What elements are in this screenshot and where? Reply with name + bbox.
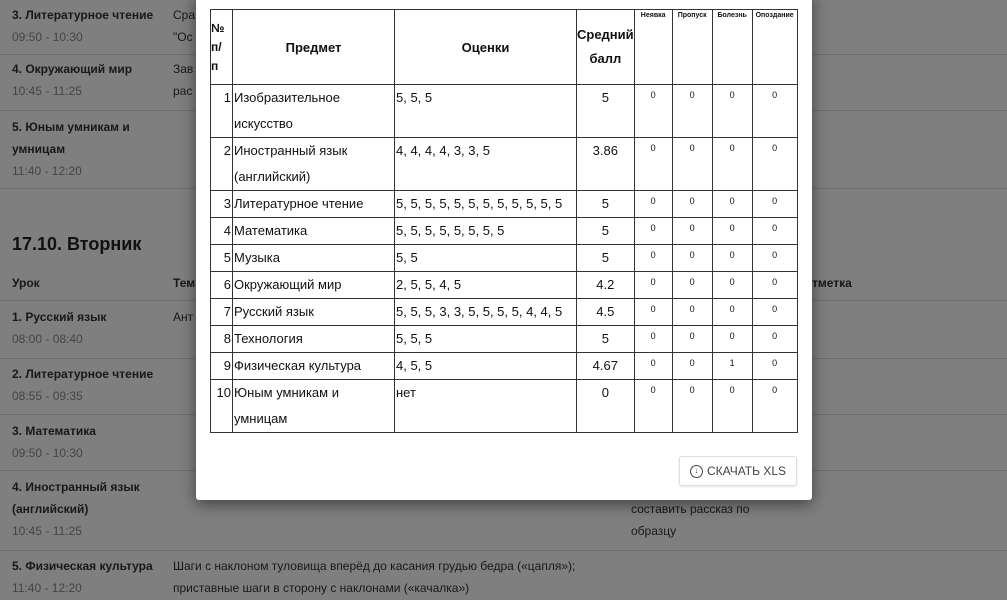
cell-late: 0 — [752, 191, 797, 218]
cell-skip: 0 — [672, 326, 712, 353]
cell-absent: 0 — [634, 326, 672, 353]
cell-num: 10 — [211, 380, 233, 433]
table-row — [211, 138, 798, 191]
cell-absent: 0 — [634, 380, 672, 433]
cell-num: 4 — [211, 218, 233, 245]
cell-avg: 4.2 — [577, 272, 635, 299]
cell-subject: Физическая культура — [233, 353, 395, 380]
cell-grades: 5, 5, 5, 5, 5, 5, 5, 5 — [395, 218, 577, 245]
cell-subject: Литературное чтение — [233, 191, 395, 218]
cell-grades: 4, 4, 4, 4, 3, 3, 5 — [395, 138, 577, 191]
cell-subject: Музыка — [233, 245, 395, 272]
download-icon: ↓ — [690, 465, 703, 478]
cell-avg: 5 — [577, 85, 635, 138]
cell-ill: 0 — [712, 272, 752, 299]
cell-subject: Математика — [233, 218, 395, 245]
col-num: № п/ п — [211, 10, 233, 85]
cell-grades: нет — [395, 380, 577, 433]
table-row — [211, 326, 798, 353]
cell-ill: 0 — [712, 191, 752, 218]
cell-absent: 0 — [634, 272, 672, 299]
cell-late: 0 — [752, 353, 797, 380]
cell-grades: 2, 5, 5, 4, 5 — [395, 272, 577, 299]
cell-subject: Технология — [233, 326, 395, 353]
cell-absent: 0 — [634, 85, 672, 138]
cell-grades: 5, 5, 5, 5, 5, 5, 5, 5, 5, 5, 5, 5 — [395, 191, 577, 218]
cell-num: 3 — [211, 191, 233, 218]
cell-avg: 4.67 — [577, 353, 635, 380]
cell-grades: 5, 5 — [395, 245, 577, 272]
table-row — [211, 218, 798, 245]
cell-avg: 0 — [577, 380, 635, 433]
grades-table — [210, 9, 798, 433]
cell-ill: 0 — [712, 218, 752, 245]
cell-avg: 3.86 — [577, 138, 635, 191]
cell-subject: Русский язык — [233, 299, 395, 326]
cell-avg: 4.5 — [577, 299, 635, 326]
cell-skip: 0 — [672, 138, 712, 191]
cell-late: 0 — [752, 272, 797, 299]
cell-skip: 0 — [672, 299, 712, 326]
cell-subject: Юным умникам и умницам — [233, 380, 395, 433]
download-xls-button[interactable]: ↓ СКАЧАТЬ XLS — [679, 456, 797, 486]
col-ill: Болезнь — [712, 10, 752, 85]
cell-grades: 5, 5, 5 — [395, 85, 577, 138]
cell-num: 5 — [211, 245, 233, 272]
cell-absent: 0 — [634, 191, 672, 218]
cell-skip: 0 — [672, 380, 712, 433]
cell-late: 0 — [752, 218, 797, 245]
cell-late: 0 — [752, 380, 797, 433]
cell-avg: 5 — [577, 326, 635, 353]
cell-late: 0 — [752, 85, 797, 138]
cell-num: 1 — [211, 85, 233, 138]
table-row — [211, 380, 798, 433]
cell-absent: 0 — [634, 353, 672, 380]
cell-grades: 4, 5, 5 — [395, 353, 577, 380]
cell-absent: 0 — [634, 245, 672, 272]
cell-num: 7 — [211, 299, 233, 326]
table-row — [211, 353, 798, 380]
cell-ill: 1 — [712, 353, 752, 380]
cell-late: 0 — [752, 245, 797, 272]
cell-num: 8 — [211, 326, 233, 353]
cell-ill: 0 — [712, 85, 752, 138]
cell-late: 0 — [752, 299, 797, 326]
cell-ill: 0 — [712, 299, 752, 326]
cell-ill: 0 — [712, 245, 752, 272]
cell-skip: 0 — [672, 245, 712, 272]
cell-avg: 5 — [577, 245, 635, 272]
table-row — [211, 272, 798, 299]
cell-skip: 0 — [672, 272, 712, 299]
cell-num: 2 — [211, 138, 233, 191]
cell-skip: 0 — [672, 353, 712, 380]
cell-skip: 0 — [672, 85, 712, 138]
grades-report-modal — [196, 0, 812, 500]
cell-grades: 5, 5, 5 — [395, 326, 577, 353]
cell-skip: 0 — [672, 191, 712, 218]
table-row — [211, 299, 798, 326]
col-grades: Оценки — [395, 10, 577, 85]
table-row — [211, 85, 798, 138]
cell-subject: Окружающий мир — [233, 272, 395, 299]
col-late: Опоздание — [752, 10, 797, 85]
cell-num: 9 — [211, 353, 233, 380]
cell-late: 0 — [752, 326, 797, 353]
cell-num: 6 — [211, 272, 233, 299]
col-avg: Средний балл — [577, 10, 635, 85]
cell-ill: 0 — [712, 326, 752, 353]
cell-subject: Изобразительное искусство — [233, 85, 395, 138]
cell-ill: 0 — [712, 380, 752, 433]
cell-avg: 5 — [577, 191, 635, 218]
cell-skip: 0 — [672, 218, 712, 245]
cell-late: 0 — [752, 138, 797, 191]
col-skip: Пропуск — [672, 10, 712, 85]
col-absent: Неявка — [634, 10, 672, 85]
table-row — [211, 191, 798, 218]
cell-avg: 5 — [577, 218, 635, 245]
cell-ill: 0 — [712, 138, 752, 191]
cell-absent: 0 — [634, 218, 672, 245]
cell-absent: 0 — [634, 299, 672, 326]
table-row — [211, 245, 798, 272]
cell-absent: 0 — [634, 138, 672, 191]
cell-grades: 5, 5, 5, 3, 3, 5, 5, 5, 5, 4, 4, 5 — [395, 299, 577, 326]
cell-subject: Иностранный язык (английский) — [233, 138, 395, 191]
col-subject: Предмет — [233, 10, 395, 85]
